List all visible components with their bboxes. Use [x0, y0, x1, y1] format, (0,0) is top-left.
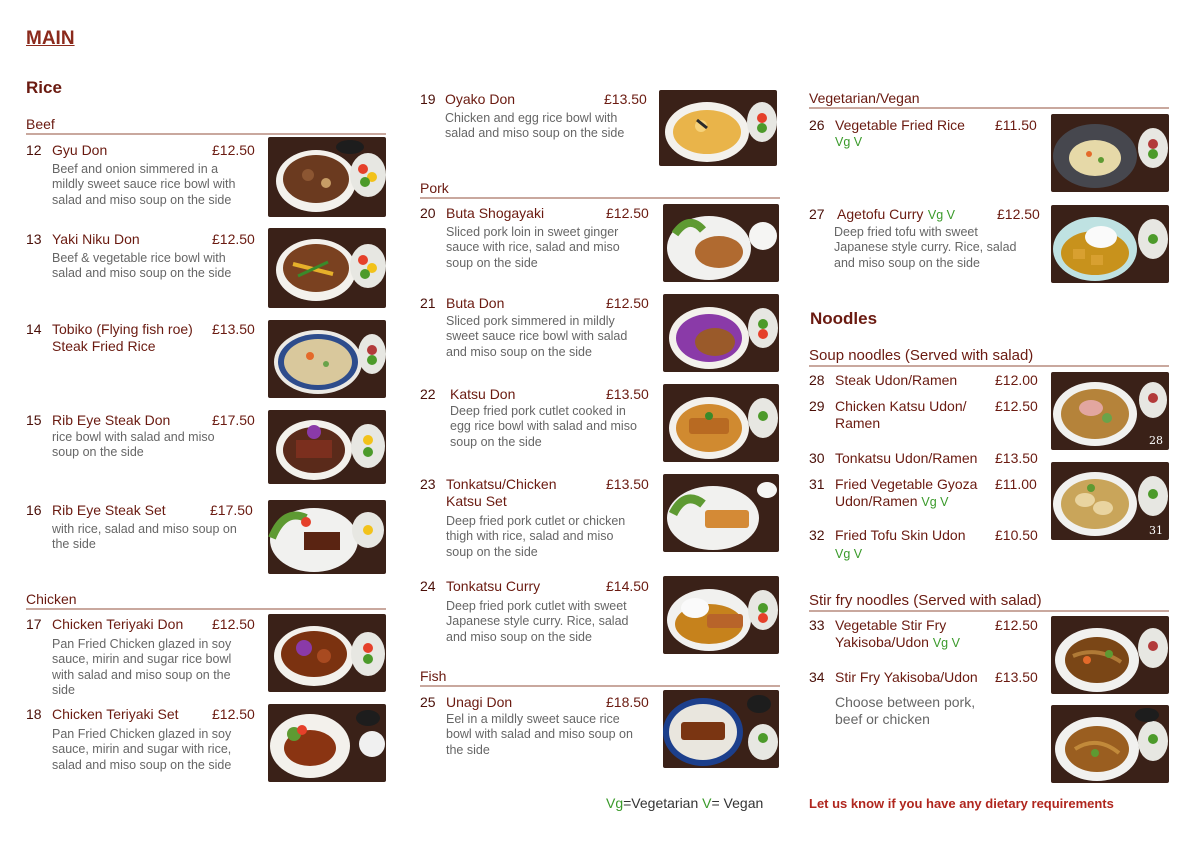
item-name: Rib Eye Steak Set: [52, 502, 166, 518]
food-photo-tobiko-steak-fried-rice: [268, 320, 386, 398]
subsection-heading-beef: Beef: [26, 116, 386, 135]
item-name: Tobiko (Flying fish roe) Steak Fried Rice: [52, 321, 193, 354]
item-name: Tonkatsu Curry: [446, 578, 541, 594]
item-number: 25: [420, 694, 436, 710]
item-price: £12.50: [212, 706, 255, 722]
item-name: Unagi Don: [446, 694, 513, 710]
item-price: £12.50: [606, 295, 649, 311]
item-price: £17.50: [212, 412, 255, 428]
diet-tag: Vg V: [835, 135, 863, 149]
item-name: Vegetable Fried Rice: [835, 117, 965, 133]
item-number: 34: [809, 669, 825, 685]
item-name: Fried Vegetable Gyoza Udon/Ramen Vg V: [835, 476, 978, 509]
item-price: £12.50: [995, 617, 1038, 633]
subsection-heading-pork: Pork: [420, 180, 780, 199]
item-name: Yaki Niku Don: [52, 231, 140, 247]
item-number: 16: [26, 502, 42, 518]
item-name: Agetofu Curry: [837, 206, 924, 222]
item-description: Beef and onion simmered in a mildly sweet sauce rice bowl with salad and miso soup on the side: [52, 162, 236, 207]
food-photo-rib-eye-steak-set: [268, 500, 386, 574]
item-number: 32: [809, 527, 825, 543]
item-price: £11.50: [995, 117, 1037, 133]
item-description: Deep fried pork cutlet or chicken thigh with rice, salad and miso soup on the side: [446, 514, 626, 559]
item-name: Oyako Don: [445, 91, 516, 107]
food-photo-vegetable-stir-fry-yakisoba: [1051, 616, 1169, 694]
item-name: Rib Eye Steak Don: [52, 412, 171, 428]
food-photo-steak-udon-ramen: [1051, 372, 1169, 450]
menu-item-27: [809, 206, 955, 224]
item-number: 23: [420, 476, 436, 492]
item-name: Chicken Katsu Udon/ Ramen: [835, 398, 967, 431]
item-price: £13.50: [995, 669, 1038, 685]
food-photo-tonkatsu-set: [663, 474, 779, 552]
food-photo-agetofu-curry: [1051, 205, 1169, 283]
item-name: Buta Don: [446, 295, 505, 311]
subsection-heading-chicken: Chicken: [26, 591, 386, 610]
item-description: Deep fried pork cutlet cooked in egg rice bowl with salad and miso soup on the side: [450, 404, 637, 449]
food-photo-yaki-niku-don: [268, 228, 386, 308]
item-number: 18: [26, 706, 42, 722]
item-description: Sliced pork loin in sweet ginger sauce with rice, salad and miso soup on the side: [446, 225, 620, 270]
page-title: MAIN: [26, 28, 75, 49]
item-description: Eel in a mildly sweet sauce rice bowl with salad and miso soup on the side: [446, 712, 633, 757]
item-price: £11.00: [995, 476, 1037, 492]
diet-tag: Vg V: [932, 636, 960, 650]
item-number: 27: [809, 206, 825, 222]
item-name: Chicken Teriyaki Set: [52, 706, 179, 722]
section-heading-noodles: Noodles: [810, 309, 878, 328]
food-photo-vegetable-fried-rice: [1051, 114, 1169, 192]
item-description: with rice, salad and miso soup on the side: [52, 522, 237, 552]
item-description: Chicken and egg rice bowl with salad and miso soup on the side: [445, 111, 625, 141]
item-price: £13.50: [606, 476, 649, 492]
diet-tag: Vg V: [921, 495, 949, 509]
item-price: £12.50: [995, 398, 1038, 414]
item-number: 19: [420, 91, 436, 107]
item-price: £12.00: [995, 372, 1038, 388]
subsection-heading-stir-fry-noodles: Stir fry noodles (Served with salad): [809, 592, 1169, 612]
item-price: £13.50: [604, 91, 647, 107]
item-price: £12.50: [212, 616, 255, 632]
item-description: Pan Fried Chicken glazed in soy sauce, mirin and sugar rice bowl with salad and miso soup on the side: [52, 637, 232, 697]
food-photo-rib-eye-steak-don: [268, 410, 386, 484]
item-price: £14.50: [606, 578, 649, 594]
item-number: 33: [809, 617, 825, 633]
item-price: £12.50: [212, 231, 255, 247]
item-price: £13.50: [995, 450, 1038, 466]
item-number: 30: [809, 450, 825, 466]
food-photo-chicken-teriyaki-don: [268, 614, 386, 692]
food-photo-gyoza-udon-ramen: [1051, 462, 1169, 540]
food-photo-katsu-don: [663, 384, 779, 462]
food-photo-gyu-don: [268, 137, 386, 217]
item-number: 31: [809, 476, 825, 492]
item-description: Pan Fried Chicken glazed in soy sauce, mirin and sugar with rice, salad and miso soup on the side: [52, 727, 232, 772]
subsection-heading-soup-noodles: Soup noodles (Served with salad): [809, 347, 1169, 367]
item-number: 24: [420, 578, 436, 594]
item-number: 22: [420, 386, 436, 402]
item-price: £12.50: [212, 142, 255, 158]
diet-legend: Vg=Vegetarian V= Vegan: [606, 795, 764, 811]
item-number: 29: [809, 398, 825, 414]
item-number: 13: [26, 231, 42, 247]
item-description: Sliced pork simmered in mildly sweet sauce rice bowl with salad and miso soup on the side: [446, 314, 628, 359]
item-description: rice bowl with salad and miso soup on the side: [52, 430, 215, 460]
item-name: Vegetable Stir Fry Yakisoba/Udon Vg V: [835, 617, 960, 650]
food-photo-stir-fry-yakisoba-udon: [1051, 705, 1169, 783]
food-photo-tonkatsu-curry: [663, 576, 779, 654]
item-number: 20: [420, 205, 436, 221]
item-number: 28: [809, 372, 825, 388]
diet-tag: Vg V: [835, 547, 863, 561]
item-description: Deep fried tofu with sweet Japanese style curry. Rice, salad and miso soup on the side: [834, 225, 1017, 270]
item-number: 17: [26, 616, 42, 632]
item-number: 14: [26, 321, 42, 337]
photo-number-label: 31: [1149, 524, 1163, 537]
photo-number-label: 28: [1149, 434, 1163, 447]
item-description: Deep fried pork cutlet with sweet Japanese style curry. Rice, salad and miso soup on the side: [446, 599, 629, 644]
item-description: Choose between pork, beef or chicken: [835, 694, 976, 727]
food-photo-buta-don: [663, 294, 779, 372]
item-price: £12.50: [606, 205, 649, 221]
menu-item-12: [26, 142, 42, 160]
dietary-notice: Let us know if you have any dietary requirements: [809, 796, 1114, 811]
item-price: £13.50: [606, 386, 649, 402]
item-name: Fried Tofu Skin Udon: [835, 527, 966, 543]
item-name: Gyu Don: [52, 142, 108, 158]
food-photo-unagi-don: [663, 690, 779, 768]
item-price: £12.50: [997, 206, 1040, 222]
section-heading-rice: Rice: [26, 78, 62, 97]
item-number: 15: [26, 412, 42, 428]
food-photo-buta-shogayaki: [663, 204, 779, 282]
item-name: Steak Udon/Ramen: [835, 372, 958, 388]
item-name: Buta Shogayaki: [446, 205, 545, 221]
item-number: 12: [26, 142, 42, 158]
food-photo-oyako-don: [659, 90, 777, 166]
item-price: £13.50: [212, 321, 255, 337]
item-price: £17.50: [210, 502, 253, 518]
item-name: Stir Fry Yakisoba/Udon: [835, 669, 978, 685]
diet-tag: Vg V: [927, 208, 955, 222]
item-description: Beef & vegetable rice bowl with salad and miso soup on the side: [52, 251, 232, 281]
item-price: £18.50: [606, 694, 649, 710]
subsection-heading-fish: Fish: [420, 668, 780, 687]
item-name: Tonkatsu Udon/Ramen: [835, 450, 978, 466]
item-name: Chicken Teriyaki Don: [52, 616, 184, 632]
item-name: Tonkatsu/Chicken Katsu Set: [446, 476, 557, 509]
subsection-heading-vegetarian: Vegetarian/Vegan: [809, 90, 1169, 109]
item-number: 21: [420, 295, 436, 311]
item-number: 26: [809, 117, 825, 133]
item-name: Katsu Don: [450, 386, 516, 402]
food-photo-chicken-teriyaki-set: [268, 704, 386, 782]
item-price: £10.50: [995, 527, 1038, 543]
